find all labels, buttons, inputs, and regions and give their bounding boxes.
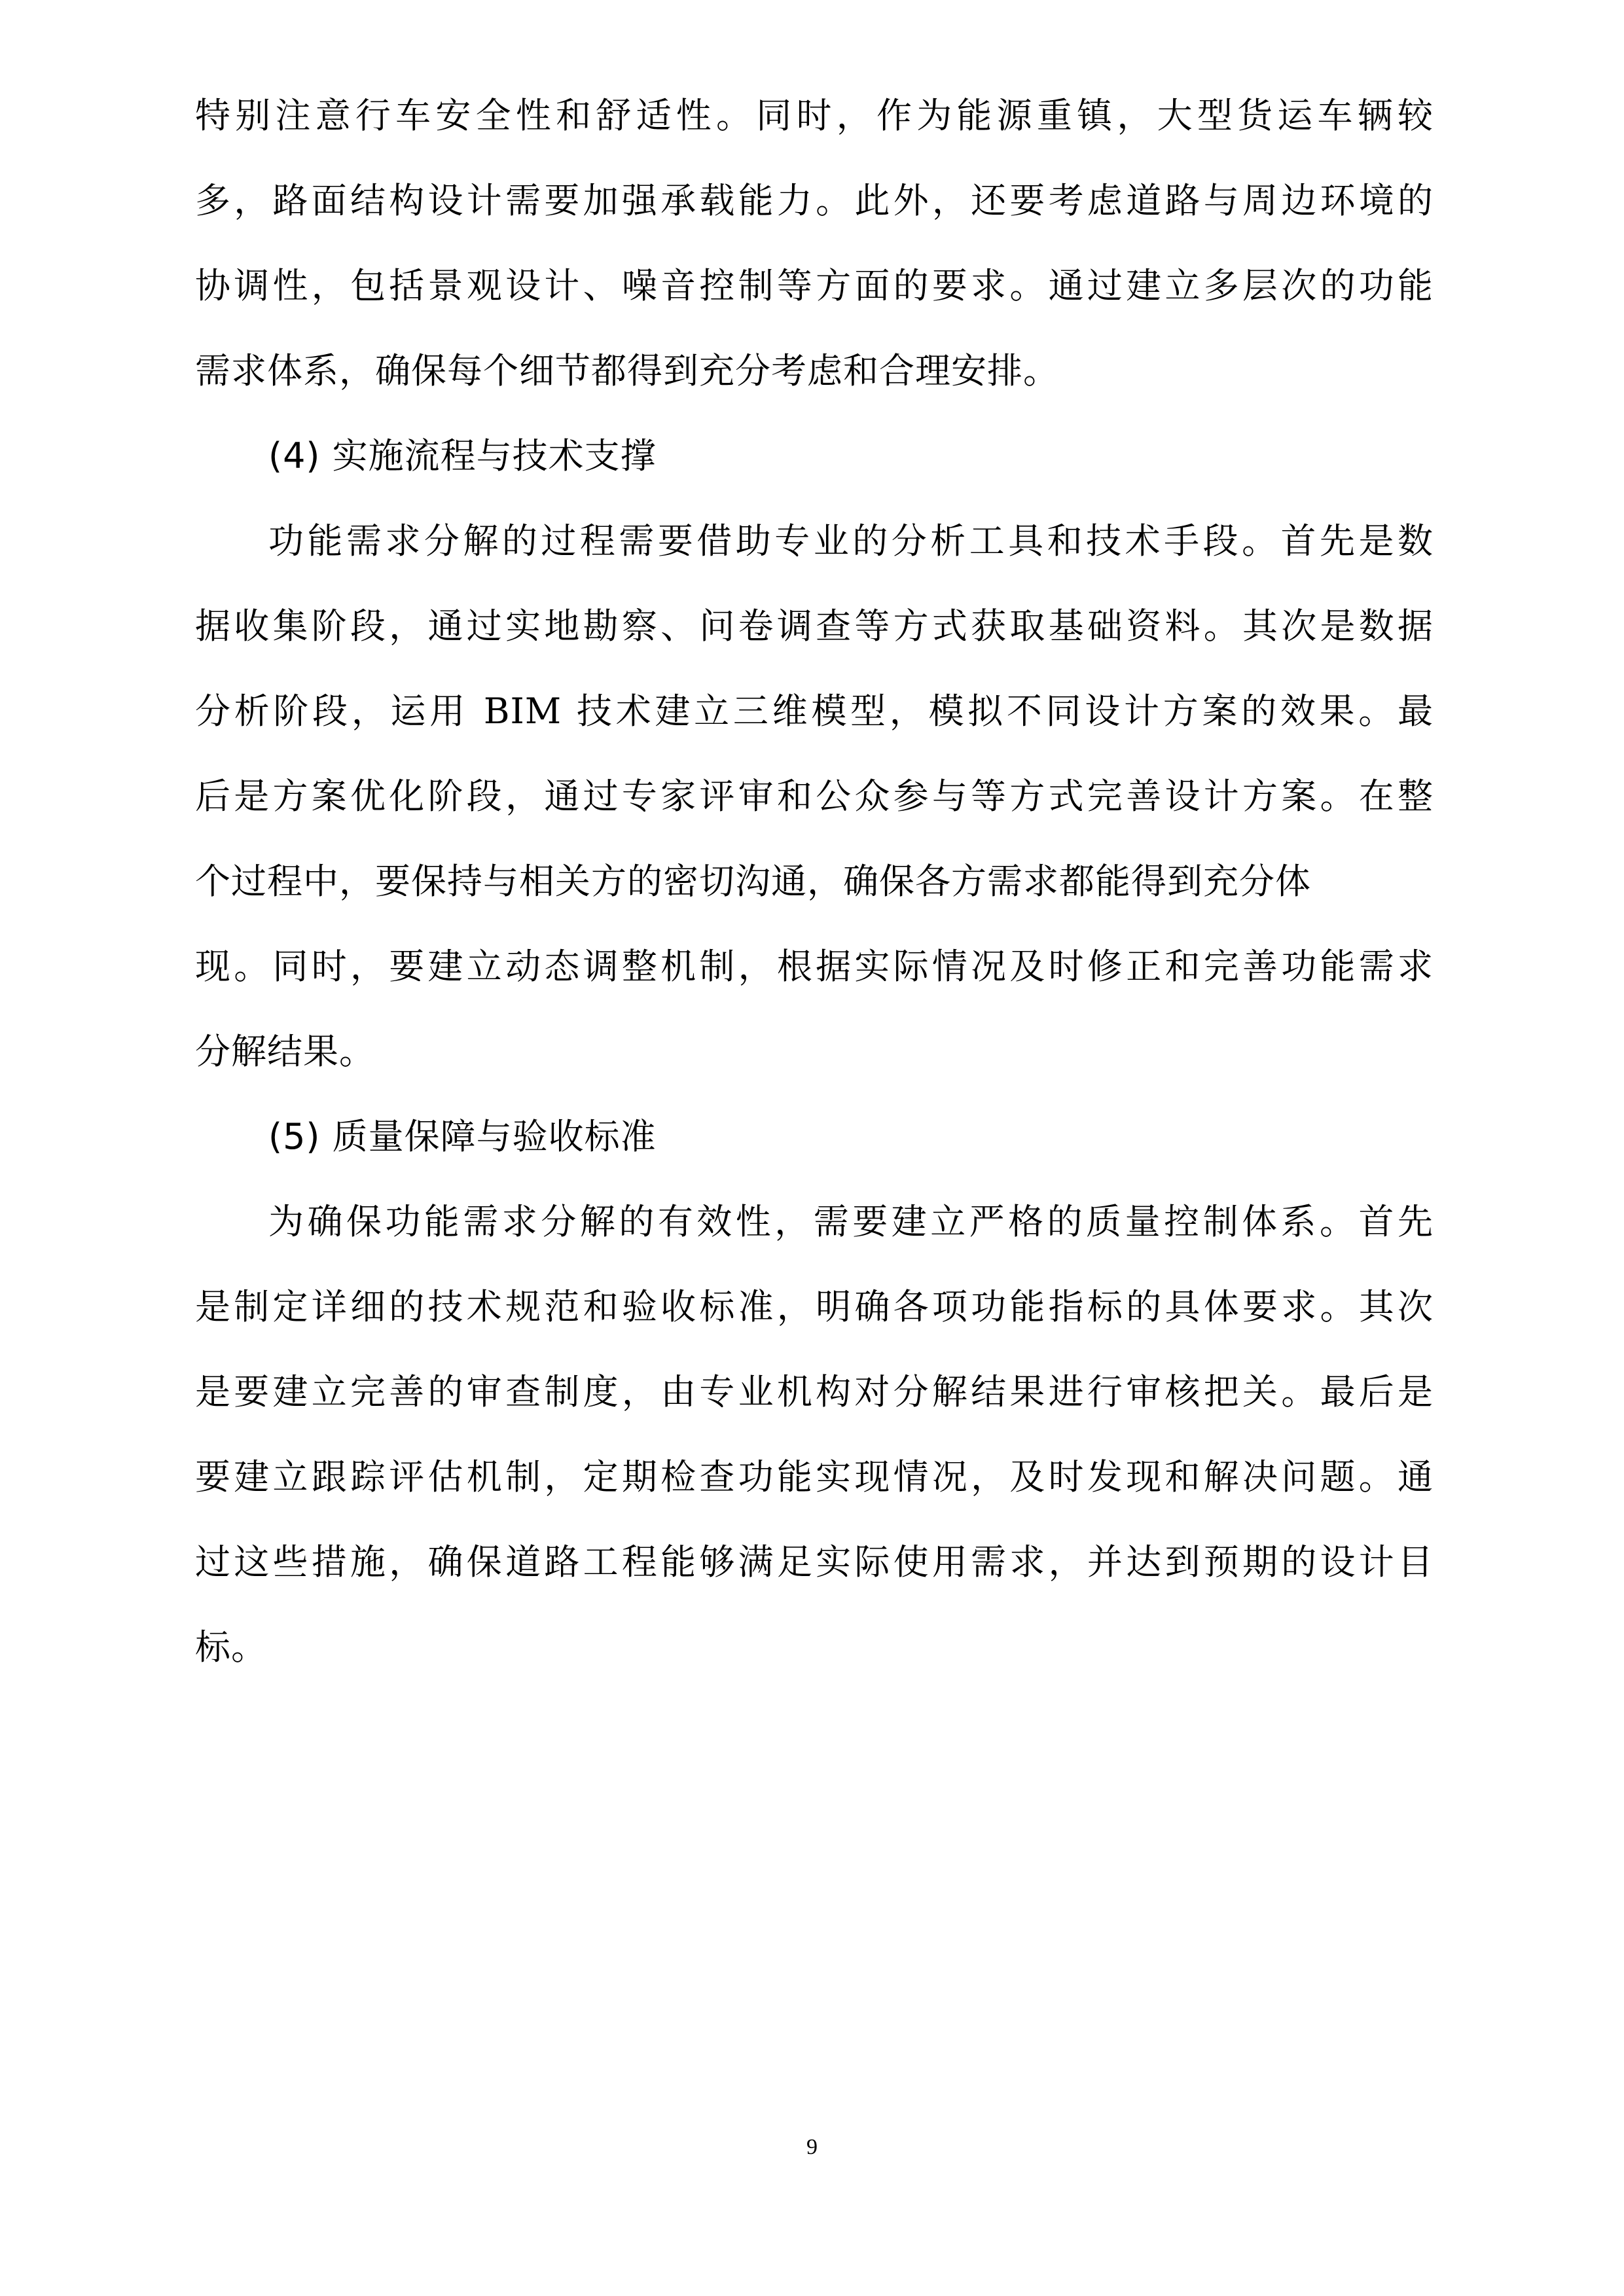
- text-line: 功能需求分解的过程需要借助专业的分析工具和技术手段。首先是数: [268, 520, 1434, 562]
- text-line: 是制定详细的技术规范和验收标准，明确各项功能指标的具体要求。其次: [195, 1286, 1434, 1327]
- text-line: 个过程中，要保持与相关方的密切沟通，确保各方需求都能得到充分体: [195, 861, 1311, 902]
- text-line: 分析阶段，运用 BIM 技术建立三维模型，模拟不同设计方案的效果。最: [195, 691, 1434, 732]
- text-line: 要建立跟踪评估机制，定期检查功能实现情况，及时发现和解决问题。通: [195, 1456, 1434, 1498]
- text-line: 标。: [195, 1626, 267, 1668]
- text-line: 据收集阶段，通过实地勘察、问卷调查等方式获取基础资料。其次是数据: [195, 605, 1434, 647]
- text-line: 需求体系，确保每个细节都得到充分考虑和合理安排。: [195, 350, 1059, 391]
- text-line: 为确保功能需求分解的有效性，需要建立严格的质量控制体系。首先: [268, 1201, 1434, 1242]
- text-line: 现。同时，要建立动态调整机制，根据实际情况及时修正和完善功能需求: [195, 946, 1434, 987]
- text-line: 是要建立完善的审查制度，由专业机构对分解结果进行审核把关。最后是: [195, 1371, 1434, 1412]
- text-line: 过这些措施，确保道路工程能够满足实际使用需求，并达到预期的设计目: [195, 1541, 1434, 1583]
- text-line: 协调性，包括景观设计、噪音控制等方面的要求。通过建立多层次的功能: [195, 265, 1434, 306]
- text-line: 特别注意行车安全性和舒适性。同时，作为能源重镇，大型货运车辆较: [195, 95, 1434, 136]
- paragraph-section-4: [195, 499, 1434, 1094]
- paragraph-section-5: [195, 1179, 1434, 1690]
- page-body: [195, 73, 1434, 1690]
- text-line: 多，路面结构设计需要加强承载能力。此外，还要考虑道路与周边环境的: [195, 180, 1434, 221]
- paragraph-continued: [195, 73, 1434, 414]
- page-number: 9: [806, 2135, 818, 2159]
- text-line: 后是方案优化阶段，通过专家评审和公众参与等方式完善设计方案。在整: [195, 776, 1434, 817]
- text-line: 分解结果。: [195, 1031, 375, 1072]
- section-heading-4: (4) 实施流程与技术支撑: [268, 435, 657, 476]
- section-heading-5: (5) 质量保障与验收标准: [268, 1116, 657, 1157]
